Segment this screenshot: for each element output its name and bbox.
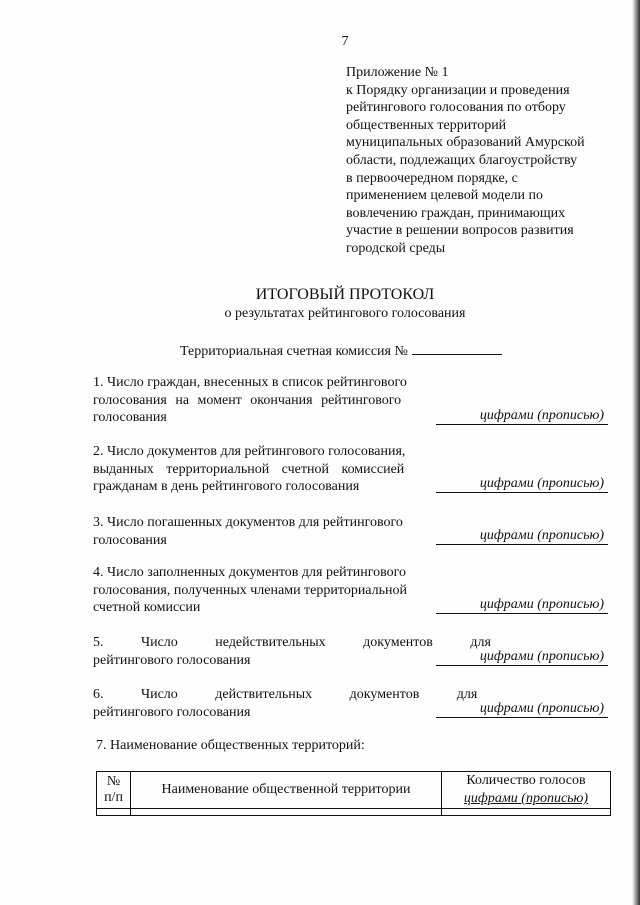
- appendix-line: общественных территорий: [346, 117, 507, 133]
- appendix-line: применением целевой модели по: [346, 188, 543, 204]
- item-line: выданных территориальной счетной комиссией: [93, 461, 405, 477]
- territories-table: [96, 771, 611, 816]
- item-line: 3. Число погашенных документов для рейтингового: [93, 515, 403, 530]
- header-text: Количество голосов: [466, 773, 586, 788]
- appendix-line: в первоочередном порядке, с: [346, 170, 518, 186]
- protocol-item-2: [93, 443, 431, 496]
- document-subtitle: о результатах рейтингового голосования: [224, 306, 466, 321]
- item-line: рейтингового голосования: [93, 704, 251, 720]
- scan-edge-shadow: [632, 0, 640, 905]
- column-header-name: Наименование общественной территории: [131, 772, 442, 809]
- appendix-line: области, подлежащих благоустройству: [346, 152, 578, 168]
- appendix-line: рейтингового голосования по отбору: [346, 100, 566, 116]
- item-4-answer-field[interactable]: цифрами (прописью): [436, 597, 608, 614]
- appendix-line: вовлечению граждан, принимающих: [346, 205, 566, 221]
- header-text: цифрами (прописью): [463, 791, 589, 806]
- item-line: голосования, полученных членами территориальной: [93, 582, 408, 598]
- item-1-answer-field[interactable]: цифрами (прописью): [436, 408, 608, 425]
- item-line: голосования: [93, 532, 167, 548]
- table-cell[interactable]: [97, 809, 131, 816]
- appendix-line: городской среды: [346, 240, 446, 256]
- appendix-line: к Порядку организации и проведения: [346, 82, 570, 98]
- item-line: гражданам в день рейтингового голосования: [93, 479, 360, 495]
- protocol-item-4: [93, 564, 431, 617]
- item-line: 5. Число недействительных документов для: [93, 635, 491, 650]
- item-line: 2. Число документов для рейтингового голосования,: [93, 444, 406, 459]
- appendix-note: [346, 64, 616, 258]
- item-5-answer-field[interactable]: цифрами (прописью): [436, 649, 608, 666]
- item-line: рейтингового голосования: [93, 652, 251, 668]
- protocol-item-3: [93, 514, 431, 549]
- appendix-line: Приложение № 1: [346, 65, 449, 80]
- header-text: №: [106, 774, 121, 789]
- section-7-title: 7. Наименование общественных территорий:: [96, 738, 365, 753]
- item-line: 6. Число действительных документов для: [93, 687, 478, 702]
- item-6-answer-field[interactable]: цифрами (прописью): [436, 701, 608, 718]
- table-cell[interactable]: [131, 809, 442, 816]
- column-header-number: [97, 772, 131, 809]
- item-line: счетной комиссии: [93, 600, 201, 616]
- table-row: [97, 809, 611, 816]
- table-cell[interactable]: [442, 809, 611, 816]
- commission-line: [180, 340, 502, 360]
- item-line: голосования: [93, 410, 167, 426]
- appendix-line: муниципальных образований Амурской: [346, 135, 585, 151]
- item-line: голосования на момент окончания рейтингового: [93, 392, 402, 408]
- item-3-answer-field[interactable]: цифрами (прописью): [436, 528, 608, 545]
- document-title: ИТОГОВЫЙ ПРОТОКОЛ: [255, 286, 435, 303]
- commission-label: Территориальная счетная комиссия №: [180, 344, 408, 359]
- page-number: 7: [341, 34, 349, 49]
- protocol-item-6: [93, 686, 478, 721]
- appendix-line: участие в решении вопросов развития: [346, 223, 574, 239]
- item-line: 4. Число заполненных документов для рейтингового: [93, 565, 407, 580]
- protocol-item-1: [93, 374, 431, 427]
- protocol-item-5: [93, 634, 491, 669]
- table-header-row: [97, 772, 611, 809]
- item-line: 1. Число граждан, внесенных в список рейтингового: [93, 375, 407, 390]
- column-header-votes: [442, 772, 611, 809]
- item-2-answer-field[interactable]: цифрами (прописью): [436, 476, 608, 493]
- commission-number-blank[interactable]: [412, 340, 502, 355]
- header-text: п/п: [104, 790, 123, 805]
